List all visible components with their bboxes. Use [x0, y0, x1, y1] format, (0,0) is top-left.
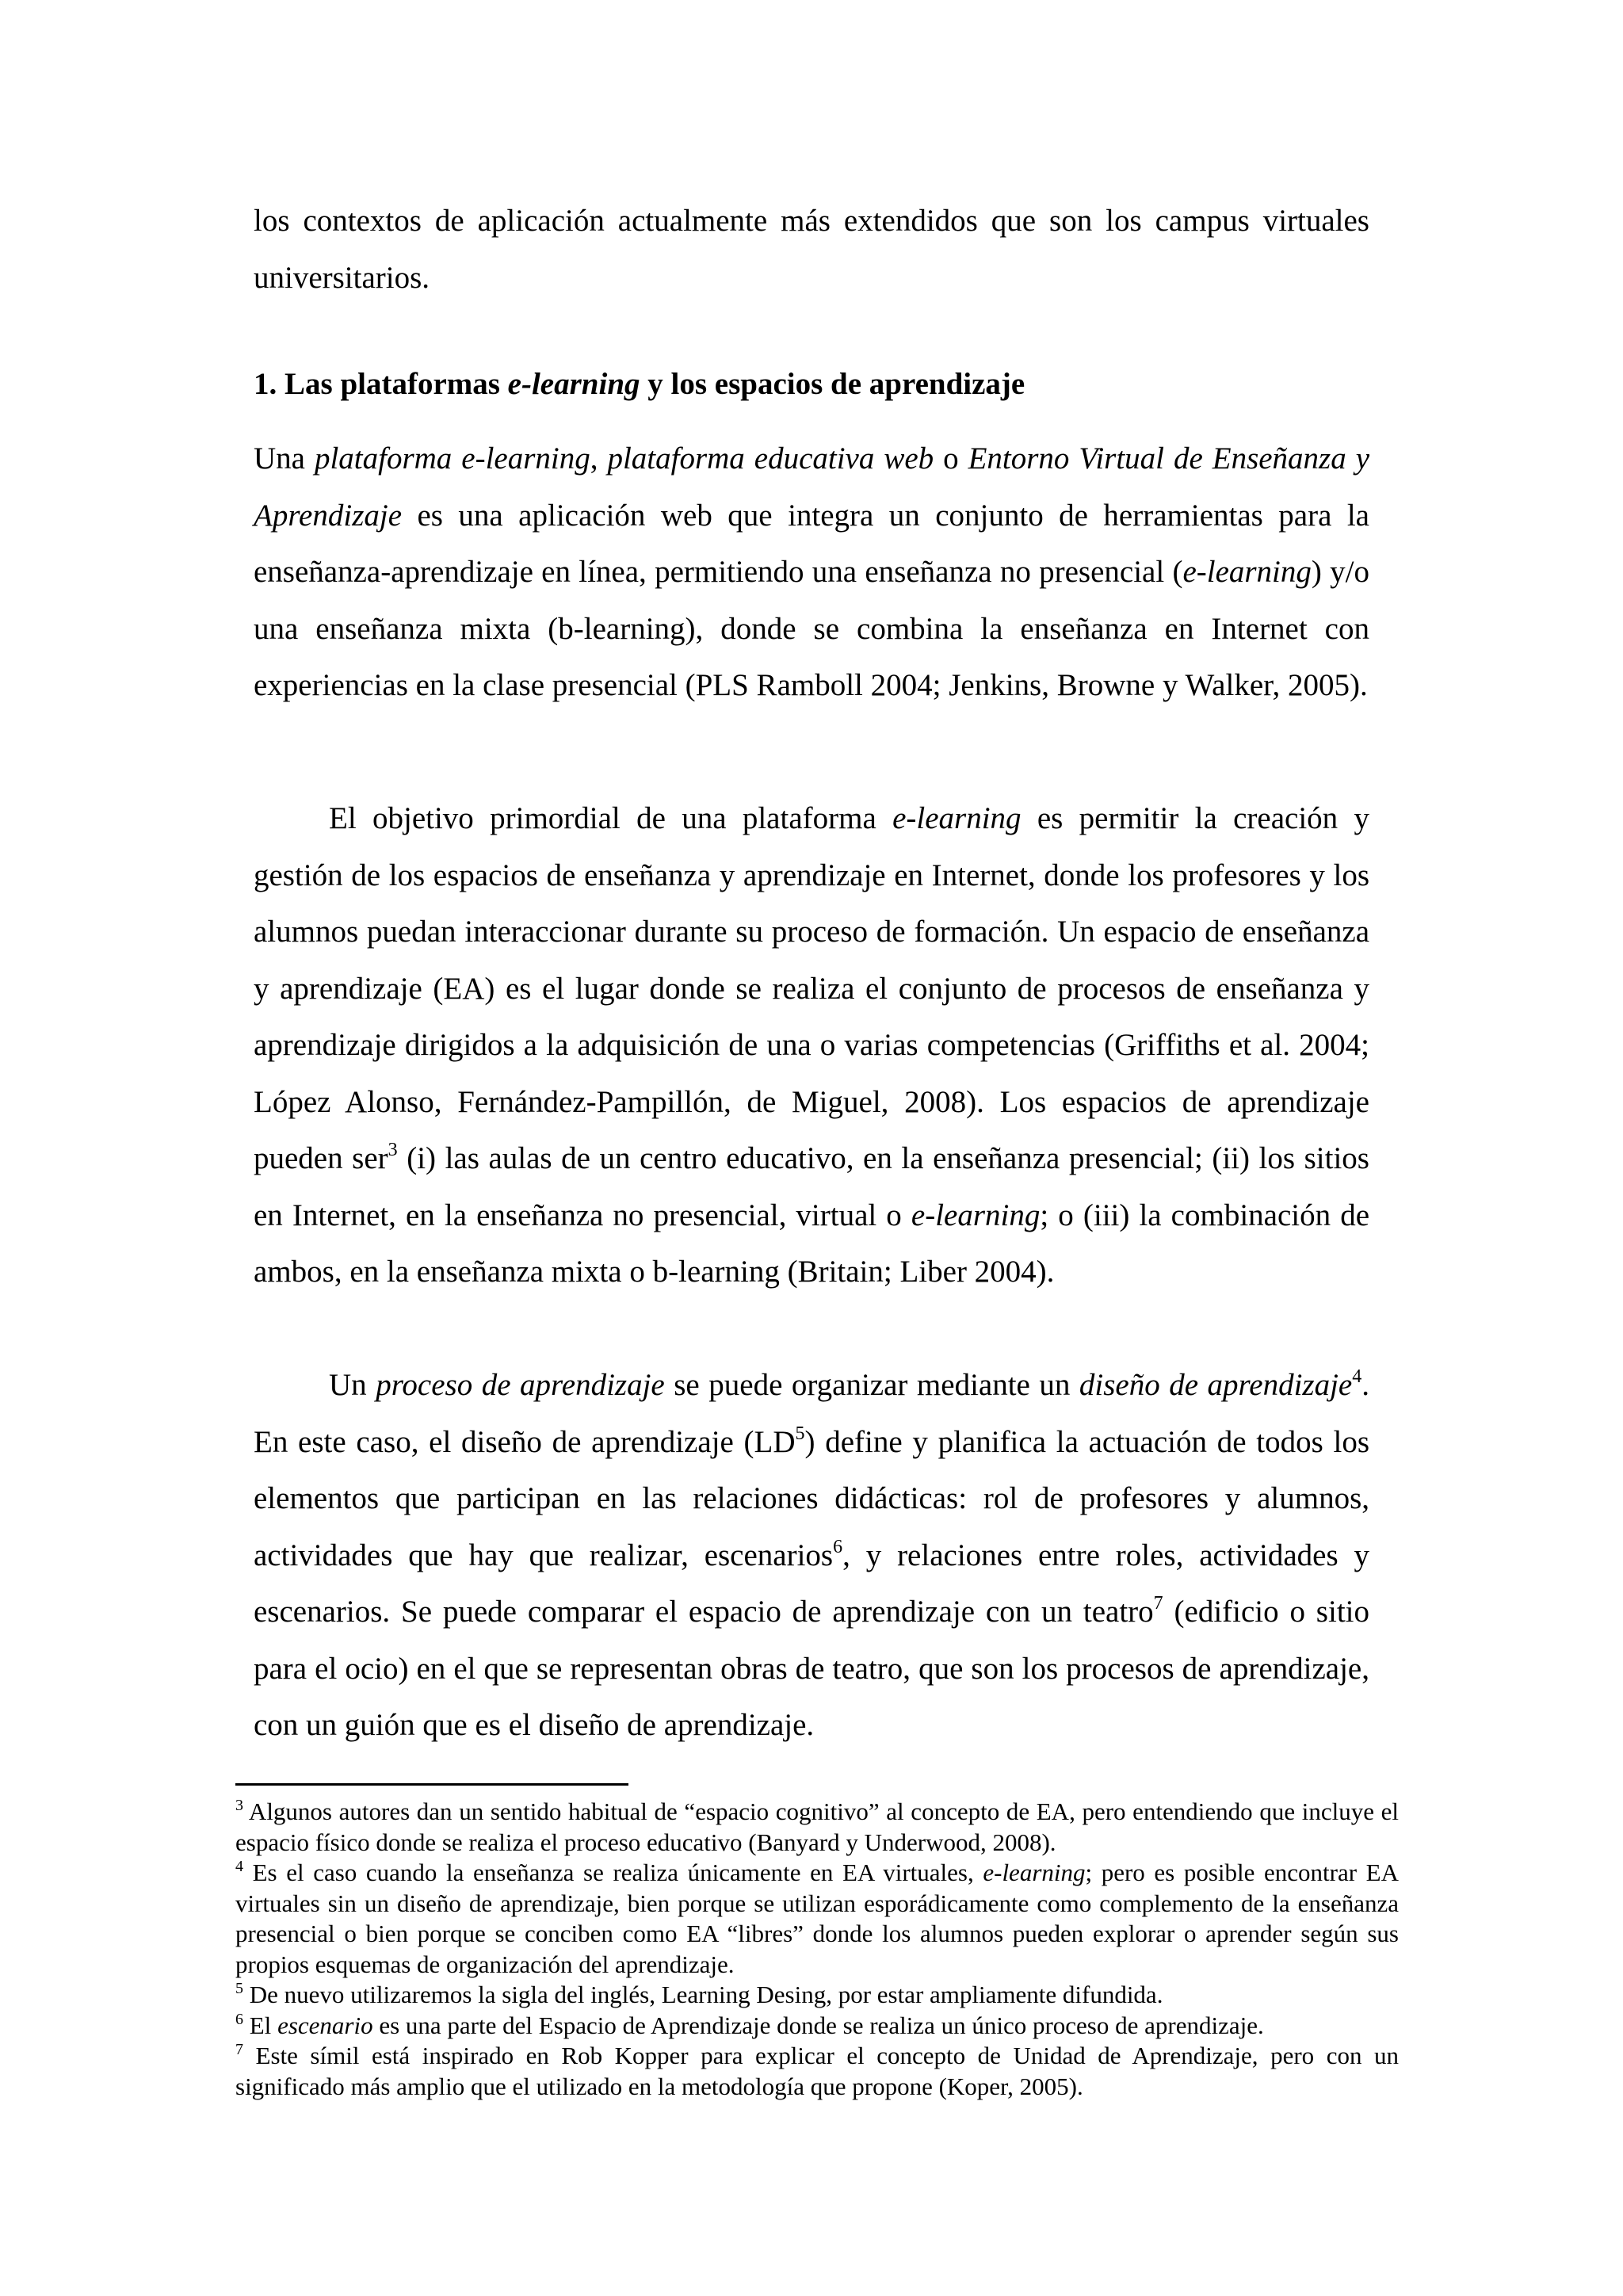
footnote-4: $^4$ Es el caso cuando la enseñanza se realiza únicamente en EA virtuales, e-learning; pero es posible encontrar EA virtuales sin un diseño de aprendizaje, bien porque se utilizan esporádicamente como complemento de la enseñanza presencial o bien porque se conciben como EA “libres” donde los alumnos pueden explorar o aprender según sus propios esquemas de organización del aprendizaje.	[235, 1858, 1400, 1978]
section-heading: 1. Las plataformas e-learning y los espacios de aprendizaje	[254, 367, 1025, 401]
footnote-6: $^6$ El escenario es una parte del Espacio de Aprendizaje donde se realiza un único proceso de aprendizaje.	[235, 2010, 1264, 2039]
paragraph-learning-design: Un proceso de aprendizaje se puede organizar mediante un diseño de aprendizaje$^4$. En este caso, el diseño de aprendizaje $(LD^5)$ define y planifica la actuación de todos los elementos que participan en las relaciones didácticas: rol de profesores y alumnos, actividades que hay que realizar, escenarios$^6$, y relaciones entre roles, actividades y escenarios. Se puede comparar el espacio de aprendizaje con un teatro$^7$ (edificio o sitio para el ocio) en el que se representan obras de teatro, que son los procesos de aprendizaje, con un guión que es el diseño de aprendizaje.	[254, 1366, 1369, 1742]
footnotes	[235, 1797, 1399, 2102]
footnote-ref-7: 7	[1153, 1593, 1163, 1614]
footnote-ref-5: 5	[795, 1423, 805, 1444]
footnote-ref-6: 6	[833, 1536, 843, 1557]
footnote-ref-4: 4	[1352, 1366, 1362, 1387]
paragraph-definition: Una plataforma e-learning, plataforma educativa web o Entorno Virtual de Enseñanza y Aprendizaje es una aplicación web que integra un conjunto de herramientas para la enseñanza-aprendizaje en línea, permitiendo una enseñanza no presencial (e-learning) y/o una enseñanza mixta (b-learning), donde se combina la enseñanza en Internet con experiencias en la clase presencial (PLS Ramboll 2004; Jenkins, Browne y Walker, 2005).	[254, 441, 1370, 702]
footnote-3: $^3$ Algunos autores dan un sentido habitual de “espacio cognitivo” al concepto de EA, pero entendiendo que incluye el espacio físico donde se realiza el proceso educativo (Banyard y Underwood, 2008).	[235, 1797, 1399, 1856]
footnote-5: $^5$ De nuevo utilizaremos la sigla del inglés, Learning Desing, por estar ampliamente difundida.	[235, 1980, 1163, 2008]
footnote-separator	[235, 1783, 628, 1786]
paragraph-intro: los contextos de aplicación actualmente más extendidos que son los campus virtuales universitarios.	[254, 204, 1369, 295]
footnote-ref-3: 3	[388, 1140, 398, 1160]
paragraph-objective: El objetivo primordial de una plataforma e-learning es permitir la creación y gestión de los espacios de enseñanza y aprendizaje en Internet, donde los profesores y los alumnos puedan interaccionar durante su proceso de formación. Un espacio de enseñanza y aprendizaje (EA) es el lugar donde se realiza el conjunto de procesos de enseñanza y aprendizaje dirigidos a la adquisición de una o varias competencias (Griffiths et al. 2004; López Alonso, Fernández-Pampillón, de Miguel, 2008). Los espacios de aprendizaje pueden ser$^3$ (i) las aulas de un centro educativo, en la enseñanza presencial; (ii) los sitios en Internet, en la enseñanza no presencial, virtual o e-learning; o (iii) la combinación de ambos, en la enseñanza mixta o b-learning (Britain; Liber 2004).	[254, 801, 1370, 1289]
footnote-7: $^7$ Este símil está inspirado en Rob Kopper para explicar el concepto de Unidad de Aprendizaje, pero con un significado más amplio que el utilizado en la metodología que propone (Koper, 2005).	[235, 2041, 1399, 2100]
